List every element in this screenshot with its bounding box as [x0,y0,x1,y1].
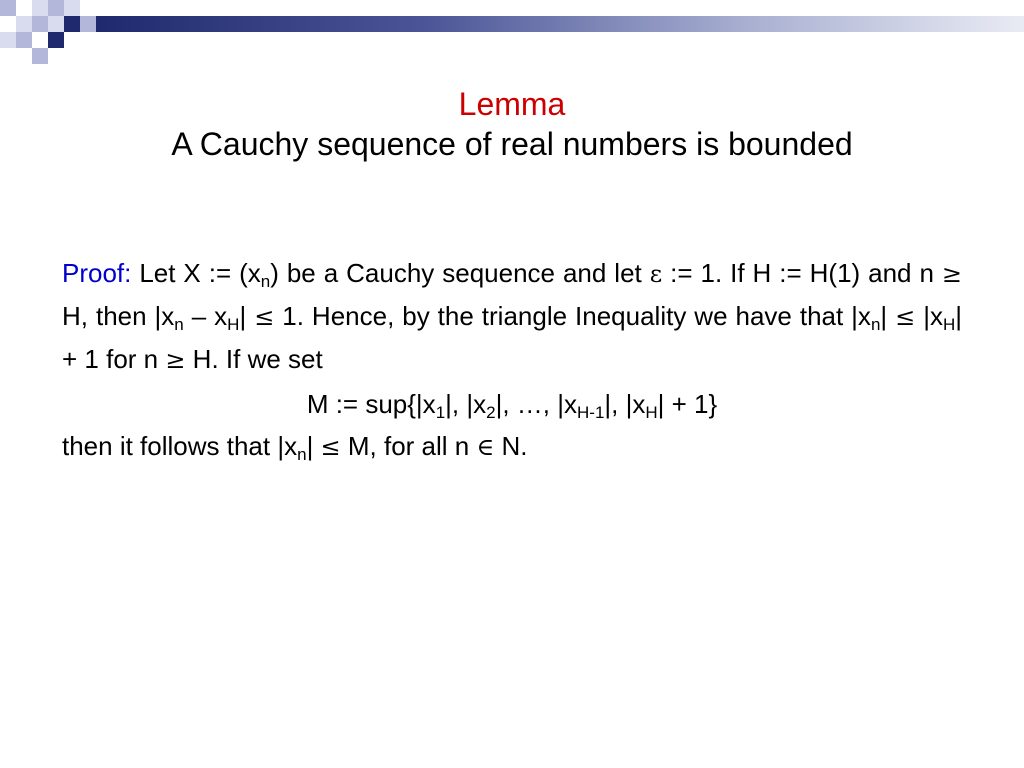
text-run: |, |x [445,389,487,419]
element-of-symbol: ∈ [476,433,495,461]
header-decoration [0,0,1024,64]
decor-square [32,48,48,64]
subscript: n [260,272,271,291]
text-run: H, then |x [62,301,175,331]
subscript: n [174,315,184,334]
subscript: H-1 [577,403,605,422]
decor-square [48,16,64,32]
header-gradient-bar [96,16,1024,32]
text-run: | + 1} [657,389,718,419]
decor-square [32,16,48,32]
text-run: Let X := (x [131,258,261,288]
leq-symbol: ≤ [895,303,916,331]
text-run: M := sup{|x [306,389,436,419]
text-run: H. If we set [185,344,323,374]
conclusion-line [62,425,962,468]
subscript: 2 [486,403,496,422]
text-run: M, for all n [340,431,477,461]
text-run: |, |x [604,389,646,419]
subscript: n [870,315,881,334]
decor-square [0,0,16,16]
subscript: H [227,315,240,334]
leq-symbol: ≤ [254,303,275,331]
decor-square [64,16,80,32]
text-run: |x [915,301,943,331]
decor-square [80,16,96,32]
bound-formula [62,383,962,425]
text-run: | [880,301,896,331]
text-run: := 1. If H := H(1) and n [662,258,942,288]
proof-paragraph [62,252,962,381]
text-run: | [306,431,321,461]
subscript: H [942,315,956,334]
geq-symbol: ≥ [165,346,186,374]
title-lemma: Lemma [458,86,566,122]
text-run: then it follows that |x [62,431,298,461]
text-run: | + 1 for n [62,301,963,374]
text-run: |, …, |x [495,389,577,419]
text-run: N. [494,431,528,461]
subscript: H [645,403,658,422]
subscript: 1 [435,403,446,422]
text-run: – x [183,301,228,331]
slide-title [0,84,1024,164]
decor-square [16,16,32,32]
text-run: ) be a Cauchy sequence and let [270,258,650,288]
decor-square [0,32,16,48]
proof-body [62,252,962,468]
text-run: 1. Hence, by the triangle Inequality we have that |x [274,301,871,331]
epsilon-symbol: ε [649,260,663,288]
decor-square [16,32,32,48]
text-run: | [239,301,255,331]
decor-square [48,0,64,16]
decor-square [48,32,64,48]
geq-symbol: ≥ [941,260,963,288]
subscript: n [297,445,307,464]
proof-label: Proof: [62,258,132,288]
decor-square [64,0,80,16]
decor-square [32,0,48,16]
title-statement: A Cauchy sequence of real numbers is bounded [171,126,853,162]
leq-symbol: ≤ [320,433,341,461]
